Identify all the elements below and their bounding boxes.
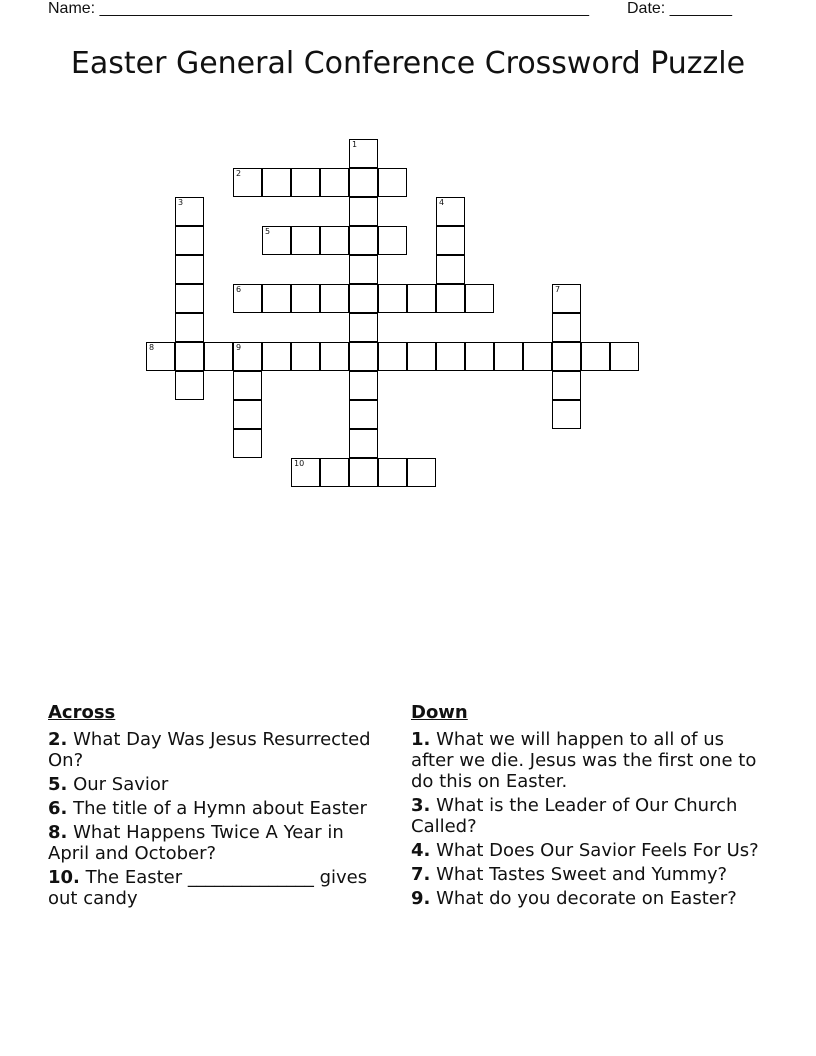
grid-cell[interactable] <box>320 168 349 197</box>
clue-number: 6 <box>236 285 242 294</box>
grid-cell[interactable] <box>349 313 378 342</box>
clue-number: 4 <box>439 198 445 207</box>
grid-cell[interactable] <box>523 342 552 371</box>
grid-cell[interactable] <box>233 168 262 197</box>
grid-cell[interactable] <box>552 400 581 429</box>
grid-cell[interactable] <box>436 226 465 255</box>
grid-cell[interactable] <box>407 284 436 313</box>
clue-number: 2 <box>236 169 242 178</box>
clue-across-8: 8. What Happens Twice A Year in April and October? <box>48 822 344 864</box>
grid-cell[interactable] <box>378 168 407 197</box>
grid-cell[interactable] <box>436 342 465 371</box>
clue-down-4: 4. What Does Our Savior Feels For Us? <box>411 840 759 861</box>
across-clues <box>48 702 378 912</box>
grid-cell[interactable] <box>349 342 378 371</box>
clue-down-3: 3. What is the Leader of Our Church Called? <box>411 795 738 837</box>
grid-cell[interactable] <box>320 284 349 313</box>
grid-cell[interactable] <box>349 371 378 400</box>
clue-across-5: 5. Our Savior <box>48 774 169 795</box>
grid-cell[interactable] <box>320 458 349 487</box>
down-clues <box>411 702 761 912</box>
grid-cell[interactable] <box>349 255 378 284</box>
grid-cell[interactable] <box>175 371 204 400</box>
grid-cell[interactable] <box>262 226 291 255</box>
grid-cell[interactable] <box>233 342 262 371</box>
grid-cell[interactable] <box>349 197 378 226</box>
grid-cell[interactable] <box>175 197 204 226</box>
grid-cell[interactable] <box>175 226 204 255</box>
clue-down-9: 9. What do you decorate on Easter? <box>411 888 737 909</box>
grid-cell[interactable] <box>494 342 523 371</box>
clue-number: 3 <box>178 198 184 207</box>
grid-cell[interactable] <box>262 342 291 371</box>
clue-number: 7 <box>555 285 561 294</box>
across-heading: Across <box>48 702 116 723</box>
page-title: Easter General Conference Crossword Puzzle <box>70 46 746 81</box>
clue-across-2: 2. What Day Was Jesus Resurrected On? <box>48 729 371 771</box>
grid-cell[interactable] <box>233 400 262 429</box>
grid-cell[interactable] <box>407 342 436 371</box>
grid-cell[interactable] <box>436 284 465 313</box>
grid-cell[interactable] <box>175 255 204 284</box>
grid-cell[interactable] <box>378 284 407 313</box>
grid-cell[interactable] <box>378 226 407 255</box>
grid-cell[interactable] <box>465 284 494 313</box>
grid-cell[interactable] <box>465 342 494 371</box>
grid-cell[interactable] <box>378 458 407 487</box>
grid-cell[interactable] <box>436 197 465 226</box>
grid-cell[interactable] <box>233 284 262 313</box>
grid-cell[interactable] <box>262 168 291 197</box>
grid-cell[interactable] <box>552 284 581 313</box>
grid-cell[interactable] <box>320 226 349 255</box>
grid-cell[interactable] <box>552 313 581 342</box>
grid-cell[interactable] <box>291 342 320 371</box>
clue-down-1: 1. What we will happen to all of us after we die. Jesus was the first one to do this on Easter. <box>411 729 757 792</box>
clue-across-10: 10. The Easter ______________ gives out candy <box>48 867 368 909</box>
grid-cell[interactable] <box>349 429 378 458</box>
grid-cell[interactable] <box>262 284 291 313</box>
grid-cell[interactable] <box>204 342 233 371</box>
grid-cell[interactable] <box>407 458 436 487</box>
grid-cell[interactable] <box>291 168 320 197</box>
grid-cell[interactable] <box>175 342 204 371</box>
grid-cell[interactable] <box>320 342 349 371</box>
grid-cell[interactable] <box>291 458 320 487</box>
grid-cell[interactable] <box>146 342 175 371</box>
grid-cell[interactable] <box>291 284 320 313</box>
grid-cell[interactable] <box>175 313 204 342</box>
grid-cell[interactable] <box>378 342 407 371</box>
clue-down-7: 7. What Tastes Sweet and Yummy? <box>411 864 728 885</box>
grid-cell[interactable] <box>349 168 378 197</box>
crossword-grid <box>0 0 816 520</box>
name-field[interactable]: Name: _______________________________________________________ <box>48 0 589 17</box>
clue-number: 8 <box>149 343 155 352</box>
grid-cell[interactable] <box>233 371 262 400</box>
grid-cell[interactable] <box>349 400 378 429</box>
clue-number: 9 <box>236 343 242 352</box>
grid-cell[interactable] <box>349 284 378 313</box>
clue-number: 5 <box>265 227 271 236</box>
grid-cell[interactable] <box>233 429 262 458</box>
grid-cell[interactable] <box>291 226 320 255</box>
grid-cell[interactable] <box>436 255 465 284</box>
grid-cell[interactable] <box>349 139 378 168</box>
grid-cell[interactable] <box>349 458 378 487</box>
grid-cell[interactable] <box>552 371 581 400</box>
clue-across-6: 6. The title of a Hymn about Easter <box>48 798 367 819</box>
grid-cell[interactable] <box>610 342 639 371</box>
clue-number: 10 <box>294 459 305 468</box>
grid-cell[interactable] <box>552 342 581 371</box>
grid-cell[interactable] <box>581 342 610 371</box>
down-heading: Down <box>411 702 468 723</box>
clue-number: 1 <box>352 140 358 149</box>
grid-cell[interactable] <box>349 226 378 255</box>
grid-cell[interactable] <box>175 284 204 313</box>
date-field[interactable]: Date: _______ <box>627 0 732 17</box>
